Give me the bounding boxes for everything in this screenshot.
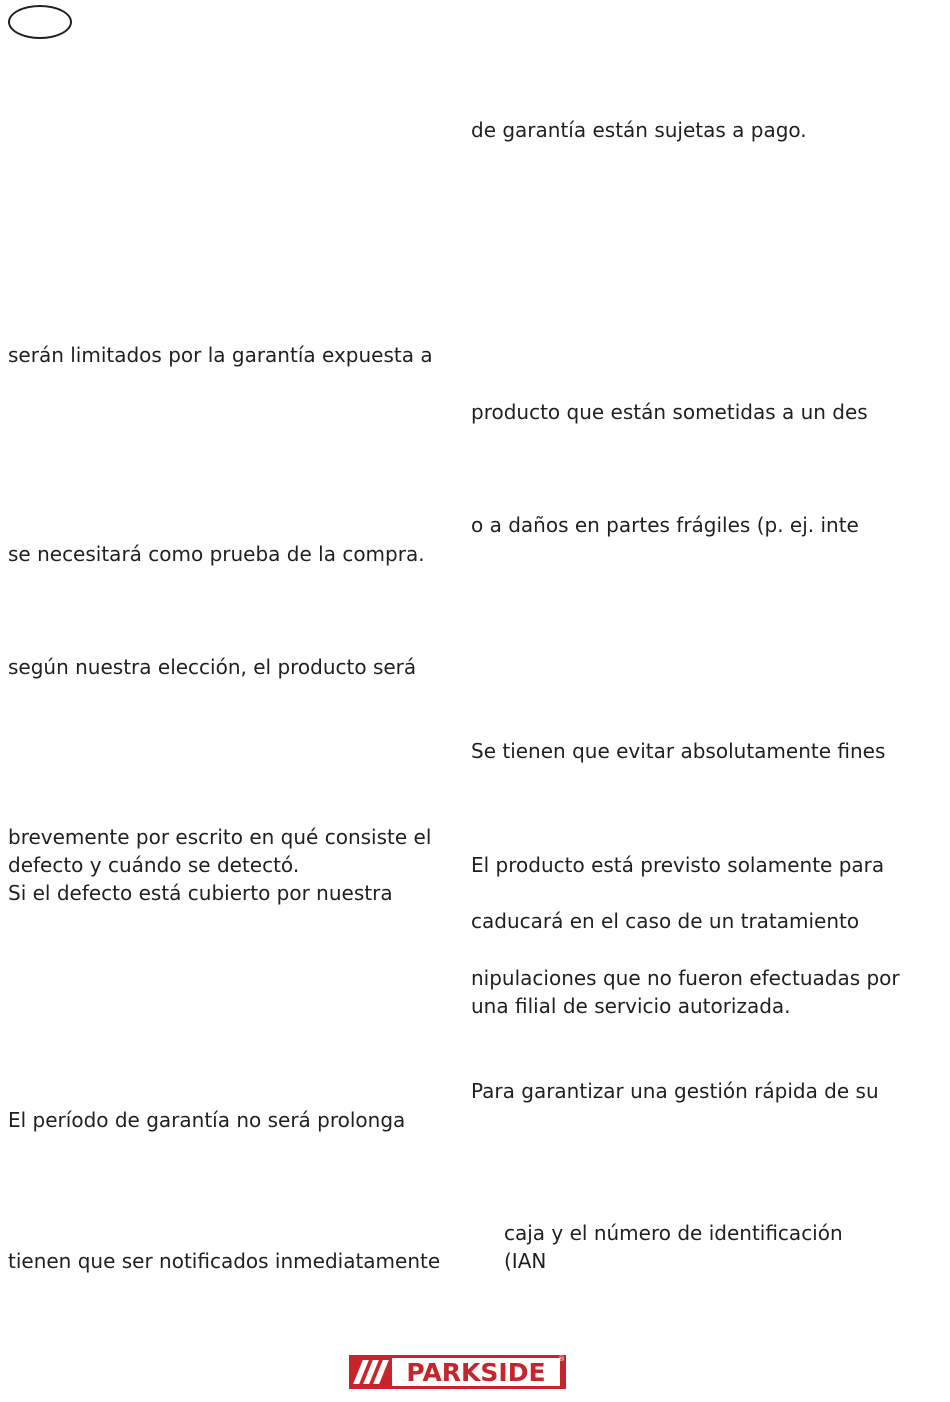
right-line-4: Se tienen que evitar absolutamente fines xyxy=(471,739,886,763)
logo-wordmark: PARKSIDE xyxy=(392,1358,560,1386)
right-line-9: Para garantizar una gestión rápida de su xyxy=(471,1079,879,1103)
left-line-1: serán limitados por la garantía expuesta a xyxy=(8,343,433,367)
left-line-5: defecto y cuándo se detectó. xyxy=(8,853,300,877)
logo-stripes-icon xyxy=(349,1355,391,1389)
country-code-oval xyxy=(8,5,72,39)
right-line-8: una filial de servicio autorizada. xyxy=(471,994,791,1018)
left-line-8: tienen que ser notificados inmediatamente xyxy=(8,1249,441,1273)
left-line-7: El período de garantía no será prolonga xyxy=(8,1108,406,1132)
right-line-3: o a daños en partes frágiles (p. ej. inte xyxy=(471,513,859,537)
right-line-6: caducará en el caso de un tratamiento xyxy=(471,909,860,933)
left-line-2: se necesitará como prueba de la compra. xyxy=(8,542,425,566)
right-line-2: producto que están sometidas a un des xyxy=(471,400,868,424)
right-line-1: de garantía están sujetas a pago. xyxy=(471,118,807,142)
left-line-4: brevemente por escrito en qué consiste el xyxy=(8,825,432,849)
registered-mark: ® xyxy=(558,1355,565,1363)
right-line-7: nipulaciones que no fueron efectuadas por xyxy=(471,966,900,990)
right-line-11: (IAN xyxy=(504,1249,547,1273)
left-line-3: según nuestra elección, el producto será xyxy=(8,655,417,679)
right-line-10: caja y el número de identificación xyxy=(504,1221,843,1245)
parkside-logo xyxy=(349,1355,566,1389)
right-line-5: El producto está previsto solamente para xyxy=(471,853,885,877)
left-line-6: Si el defecto está cubierto por nuestra xyxy=(8,881,393,905)
